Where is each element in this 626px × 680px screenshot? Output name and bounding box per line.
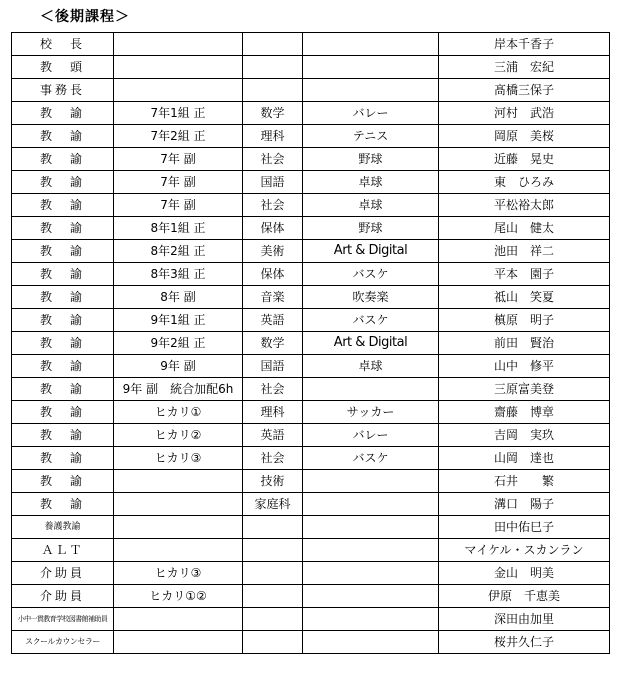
cell-name: 三原富美登 (439, 378, 610, 401)
cell-name: 石井 繁 (439, 470, 610, 493)
table-row (12, 424, 610, 447)
table-row (12, 102, 610, 125)
cell-name: 前田 賢治 (439, 332, 610, 355)
cell-subject: 数学 (243, 102, 303, 125)
cell-club: Art & Digital (303, 240, 439, 263)
cell-club: テニス (303, 125, 439, 148)
cell-class: 7年2組 正 (114, 125, 243, 148)
cell-role: 教 諭 (12, 493, 114, 516)
table-row (12, 332, 610, 355)
cell-subject: 音楽 (243, 286, 303, 309)
cell-class (114, 56, 243, 79)
cell-class (114, 33, 243, 56)
table-row (12, 631, 610, 654)
cell-class: 8年 副 (114, 286, 243, 309)
cell-role: 教 諭 (12, 401, 114, 424)
cell-role: 教 諭 (12, 240, 114, 263)
table-row (12, 608, 610, 631)
table-row (12, 217, 610, 240)
table-row (12, 194, 610, 217)
cell-name: 齋藤 博章 (439, 401, 610, 424)
cell-club (303, 562, 439, 585)
cell-class (114, 470, 243, 493)
cell-subject: 国語 (243, 355, 303, 378)
table-row (12, 148, 610, 171)
cell-role: 介助員 (12, 585, 114, 608)
cell-club (303, 539, 439, 562)
cell-club (303, 56, 439, 79)
cell-subject: 社会 (243, 378, 303, 401)
cell-subject (243, 56, 303, 79)
cell-role: 教 諭 (12, 125, 114, 148)
cell-club: サッカー (303, 401, 439, 424)
table-row (12, 493, 610, 516)
cell-name: 祗山 笑夏 (439, 286, 610, 309)
cell-class (114, 79, 243, 102)
cell-role: 教 諭 (12, 470, 114, 493)
table-row (12, 562, 610, 585)
cell-role: 教 諭 (12, 102, 114, 125)
cell-name: 池田 祥二 (439, 240, 610, 263)
cell-name: 槙原 明子 (439, 309, 610, 332)
cell-club: 卓球 (303, 171, 439, 194)
cell-subject: 国語 (243, 171, 303, 194)
cell-class (114, 539, 243, 562)
cell-class: 9年1組 正 (114, 309, 243, 332)
cell-class: 8年3組 正 (114, 263, 243, 286)
cell-role: 教 諭 (12, 447, 114, 470)
table-row (12, 309, 610, 332)
cell-subject: 保体 (243, 263, 303, 286)
cell-subject (243, 33, 303, 56)
cell-role: 教 諭 (12, 171, 114, 194)
cell-role: 教 頭 (12, 56, 114, 79)
table-row (12, 516, 610, 539)
cell-role: 教 諭 (12, 286, 114, 309)
cell-class: ヒカリ③ (114, 562, 243, 585)
table-row (12, 355, 610, 378)
cell-subject: 英語 (243, 309, 303, 332)
cell-class: 8年1組 正 (114, 217, 243, 240)
cell-name: 岡原 美桜 (439, 125, 610, 148)
cell-subject (243, 631, 303, 654)
table-row (12, 585, 610, 608)
cell-name: 伊原 千恵美 (439, 585, 610, 608)
cell-subject (243, 585, 303, 608)
cell-club: バスケ (303, 309, 439, 332)
cell-subject (243, 608, 303, 631)
cell-role: スクールカウンセラー (12, 631, 114, 654)
cell-club (303, 631, 439, 654)
section-title: ＜後期課程＞ (40, 9, 130, 25)
cell-role: 教 諭 (12, 148, 114, 171)
cell-name: 平松裕太郎 (439, 194, 610, 217)
cell-club: バスケ (303, 447, 439, 470)
cell-club (303, 378, 439, 401)
cell-role: 事務長 (12, 79, 114, 102)
cell-name: 河村 武浩 (439, 102, 610, 125)
cell-name: マイケル・スカンラン (439, 539, 610, 562)
cell-role: 教 諭 (12, 355, 114, 378)
staff-table (11, 32, 610, 654)
cell-subject: 家庭科 (243, 493, 303, 516)
table-row (12, 56, 610, 79)
cell-name: 吉岡 実玖 (439, 424, 610, 447)
cell-role: ＡＬＴ (12, 539, 114, 562)
table-row (12, 539, 610, 562)
cell-class: 7年 副 (114, 148, 243, 171)
cell-club: Art & Digital (303, 332, 439, 355)
cell-club: 野球 (303, 148, 439, 171)
cell-role: 養護教諭 (12, 516, 114, 539)
cell-subject: 数学 (243, 332, 303, 355)
cell-class (114, 631, 243, 654)
cell-role: 教 諭 (12, 424, 114, 447)
cell-class: 7年 副 (114, 171, 243, 194)
cell-class: 7年 副 (114, 194, 243, 217)
table-row (12, 378, 610, 401)
cell-subject: 保体 (243, 217, 303, 240)
cell-club: 卓球 (303, 194, 439, 217)
cell-class: 7年1組 正 (114, 102, 243, 125)
cell-role: 教 諭 (12, 309, 114, 332)
cell-name: 桜井久仁子 (439, 631, 610, 654)
cell-name: 山岡 達也 (439, 447, 610, 470)
cell-subject: 美術 (243, 240, 303, 263)
table-row (12, 33, 610, 56)
cell-name: 尾山 健太 (439, 217, 610, 240)
cell-role: 介助員 (12, 562, 114, 585)
cell-name: 岸本千香子 (439, 33, 610, 56)
cell-class (114, 516, 243, 539)
table-row (12, 79, 610, 102)
cell-club (303, 516, 439, 539)
table-row (12, 263, 610, 286)
cell-role: 教 諭 (12, 378, 114, 401)
cell-subject: 社会 (243, 194, 303, 217)
cell-role: 小中一貫教育学校図書館補助員 (12, 608, 114, 631)
table-row (12, 470, 610, 493)
cell-club (303, 585, 439, 608)
cell-club (303, 493, 439, 516)
cell-class: ヒカリ①② (114, 585, 243, 608)
cell-subject: 理科 (243, 401, 303, 424)
cell-subject (243, 562, 303, 585)
cell-subject (243, 539, 303, 562)
cell-club (303, 608, 439, 631)
cell-name: 深田由加里 (439, 608, 610, 631)
cell-subject (243, 79, 303, 102)
cell-club: 吹奏楽 (303, 286, 439, 309)
cell-name: 三浦 宏紀 (439, 56, 610, 79)
cell-club: バレー (303, 424, 439, 447)
cell-class: 8年2組 正 (114, 240, 243, 263)
cell-class (114, 493, 243, 516)
table-row (12, 286, 610, 309)
table-row (12, 401, 610, 424)
cell-subject: 社会 (243, 148, 303, 171)
table-row (12, 240, 610, 263)
cell-name: 髙橋三保子 (439, 79, 610, 102)
cell-name: 溝口 陽子 (439, 493, 610, 516)
cell-name: 金山 明美 (439, 562, 610, 585)
staff-table-body (12, 33, 610, 654)
table-row (12, 447, 610, 470)
table-row (12, 125, 610, 148)
cell-subject: 英語 (243, 424, 303, 447)
cell-subject: 理科 (243, 125, 303, 148)
cell-role: 教 諭 (12, 263, 114, 286)
cell-club: バレー (303, 102, 439, 125)
cell-name: 東 ひろみ (439, 171, 610, 194)
cell-name: 山中 修平 (439, 355, 610, 378)
cell-role: 教 諭 (12, 332, 114, 355)
cell-club (303, 470, 439, 493)
cell-class: ヒカリ① (114, 401, 243, 424)
cell-class: ヒカリ② (114, 424, 243, 447)
cell-name: 近藤 晃史 (439, 148, 610, 171)
cell-class: 9年 副 (114, 355, 243, 378)
cell-name: 田中佑巳子 (439, 516, 610, 539)
cell-role: 教 諭 (12, 217, 114, 240)
cell-subject: 技術 (243, 470, 303, 493)
cell-name: 平本 園子 (439, 263, 610, 286)
cell-subject (243, 516, 303, 539)
cell-class: 9年 副 統合加配6h (114, 378, 243, 401)
cell-club (303, 33, 439, 56)
cell-class: 9年2組 正 (114, 332, 243, 355)
cell-class: ヒカリ③ (114, 447, 243, 470)
cell-club: 野球 (303, 217, 439, 240)
cell-subject: 社会 (243, 447, 303, 470)
table-row (12, 171, 610, 194)
cell-role: 校 長 (12, 33, 114, 56)
cell-club: 卓球 (303, 355, 439, 378)
cell-club (303, 79, 439, 102)
cell-class (114, 608, 243, 631)
cell-role: 教 諭 (12, 194, 114, 217)
cell-club: バスケ (303, 263, 439, 286)
